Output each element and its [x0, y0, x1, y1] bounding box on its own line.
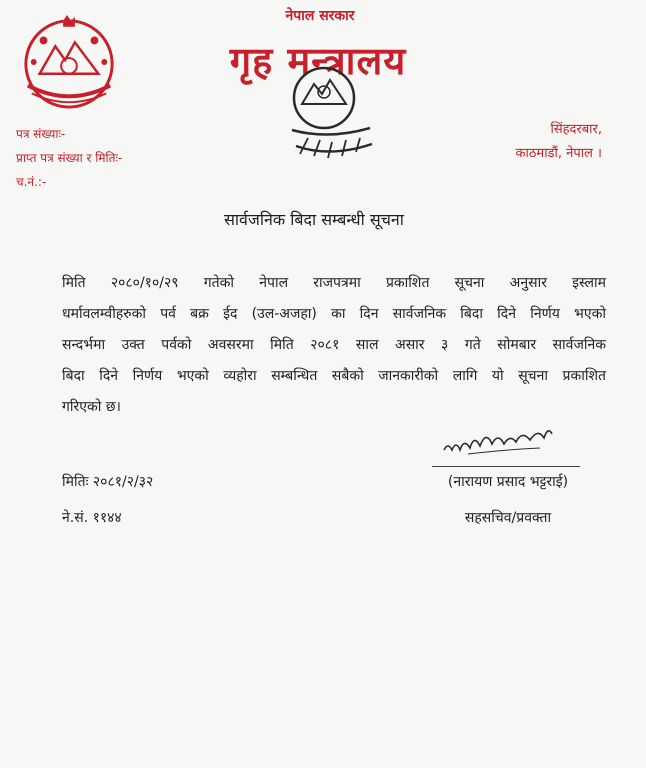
signature-icon [440, 420, 556, 460]
ministry-name: गृह मन्त्रालय [229, 39, 407, 83]
letter-number-label: पत्र संख्याः- [16, 127, 66, 141]
notice-body [62, 268, 606, 423]
address-line-2: काठमाडौं, नेपाल । [515, 146, 602, 161]
notice-title: सार्वजनिक बिदा सम्बन्धी सूचना [224, 210, 404, 229]
received-letter-label: प्राप्त पत्र संख्या र मितिः- [16, 151, 123, 165]
dispatch-number-label: च.नं.:- [16, 175, 47, 189]
notice-line: सन्दर्भमा उक्त पर्वको अवसरमा मिति २०८१ साल असार ३ गते सोमबार सार्वजनिक [62, 337, 606, 353]
signer-title: सहसचिव/प्रवक्ता [464, 510, 552, 526]
address-line-1: सिंहदरबार, [550, 122, 602, 137]
government-name: नेपाल सरकार [285, 8, 355, 24]
reference-block [16, 122, 122, 194]
notice-line: मिति २०८०/१०/२९ गतेको नेपाल राजपत्रमा प्रकाशित सूचना अनुसार इस्लाम [62, 275, 606, 291]
notice-line: गरिएको छ। [62, 399, 121, 415]
address-block [516, 118, 602, 166]
issue-date: मितिः २०८१/२/३२ [62, 474, 154, 490]
notice-line: धर्मावलम्वीहरुको पर्व बक्र ईद (उल-अजहा) का दिन सार्वजनिक बिदा दिने निर्णय भएको [62, 306, 606, 322]
signer-name: (नारायण प्रसाद भट्टराई) [447, 474, 569, 490]
notice-line: बिदा दिने निर्णय भएको व्यहोरा सम्बन्धित सबैको जानकारीको लागि यो सूचना प्रकाशित [62, 368, 606, 384]
nepal-samvat-date: ने.सं. ११४४ [62, 510, 122, 526]
signature-rule [432, 466, 580, 467]
office-seal-icon [274, 62, 384, 172]
